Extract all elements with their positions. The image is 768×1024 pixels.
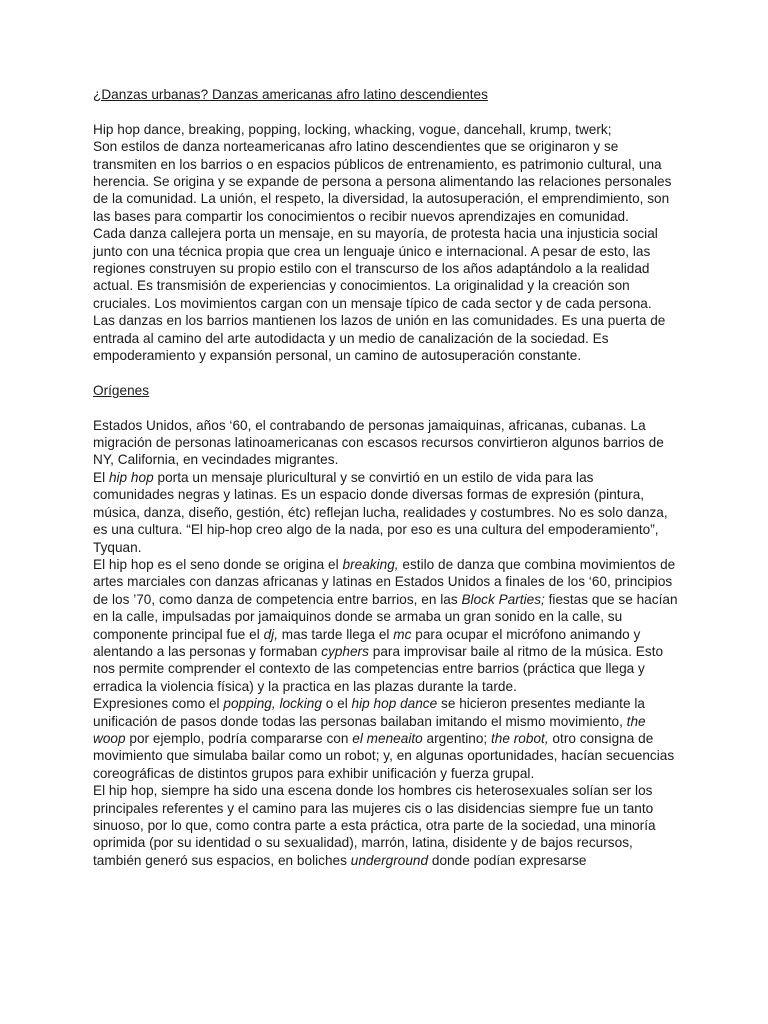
text-run: argentino;: [422, 730, 491, 746]
italic-term: hip hop: [108, 469, 154, 485]
italic-term: hip hop dance: [351, 696, 438, 712]
text-run: para improvisar baile al ritmo de la música. Esto nos permite comprender el contexto de las competencias entre barrios (práctica que llega y erradica la violencia física) y la practica en las plazas durante la tarde.: [93, 643, 664, 694]
italic-term: Block Parties;: [461, 591, 545, 607]
italic-term: the woop: [93, 713, 646, 746]
spacer: [93, 364, 678, 381]
italic-term: the robot,: [491, 730, 549, 746]
origins-paragraph-3: [93, 556, 678, 695]
text-run: El hip hop, siempre ha sido una escena donde los hombres cis heterosexuales solían ser los principales referentes y el camino para las mujeres cis o las disidencias siempre fue un tanto sinuoso, por lo que, como contra parte a esta práctica, otra parte de la sociedad, una minoría oprimida (por su identidad o su sexualidad), marrón, latina, disidente y de bajos recursos, también generó sus espacios, en boliches: [93, 783, 656, 868]
italic-term: popping, locking: [223, 696, 322, 712]
origins-paragraph-2: [93, 469, 678, 556]
italic-term: underground: [350, 852, 429, 868]
origins-paragraph-4: [93, 695, 678, 782]
text-run: otro consigna de movimiento que simulaba bailar como un robot; y, en algunas oportunidades, hacían secuencias coreográficas de distintos grupos para exhibir unificación y fuerza grupal.: [93, 730, 675, 781]
text-run: fiestas que se hacían en la calle, impulsadas por jamaiquinos donde se armaba un gran sonido en la calle, su componente principal fue el: [93, 591, 678, 642]
text-run: estilo de danza que combina movimientos de artes marciales con danzas africanas y latinas en Estados Unidos a finales de los ‘60, principios de los ’70, como danza de competencia entre barrios, en las: [93, 556, 676, 607]
text-run: o el: [321, 696, 352, 712]
intro-paragraph-2: Cada danza callejera porta un mensaje, en su mayoría, de protesta hacia una injusticia social junto con una técnica propia que crea un lenguaje único e internacional. A pesar de esto, las regiones construyen su propio estilo con el transcurso de los años adaptándolo a la realidad actual. Es transmisión de experiencias y conocimientos. La originalidad y la creación son cruciales. Los movimientos cargan con un mensaje típico de cada sector y de cada persona.: [93, 226, 658, 311]
text-run: porta un mensaje pluricultural y se convirtió en un estilo de vida para las comunidades negras y latinas. Es un espacio donde diversas formas de expresión (pintura, música, danza, diseño, gestión, étc) reflejan lucha, realidades y costumbres. No es solo danza, es una cultura. “El hip-hop creo algo de la nada, por eso es una cultura del empoderamiento”, Tyquan.: [93, 469, 668, 555]
section-heading-origins: Orígenes: [93, 382, 150, 398]
italic-term: el meneaito: [352, 730, 423, 746]
text-run: se hicieron presentes mediante la unificación de pasos donde todas las personas bailaban imitando el mismo movimiento,: [93, 696, 645, 729]
text-run: por ejemplo, podría compararse con: [125, 730, 353, 746]
styles-list-line: Hip hop dance, breaking, popping, locking, whacking, vogue, dancehall, krump, twerk;: [93, 121, 612, 137]
document-title: ¿Danzas urbanas? Danzas americanas afro latino descendientes: [93, 87, 488, 102]
text-run: para ocupar el micrófono animando y alentando a las personas y formaban: [93, 626, 641, 659]
italic-term: dj,: [263, 626, 279, 642]
intro-paragraph-1: Son estilos de danza norteamericanas afro latino descendientes que se originaron y se transmiten en los barrios o en espacios públicos de entrenamiento, es patrimonio cultural, una herencia. Se origina y se expande de persona a persona alimentando las relaciones personales de la comunidad. La unión, el respeto, la diversidad, la autosuperación, el emprendimiento, son las bases para compartir los conocimientos o recibir nuevos aprendizajes en comunidad.: [93, 139, 672, 224]
spacer: [93, 103, 678, 120]
intro-paragraph-3: Las danzas en los barrios mantienen los lazos de unión en las comunidades. Es una puerta de entrada al camino del arte autodidacta y un medio de canalización de la sociedad. Es empoderamiento y expansión personal, un camino de autosuperación constante.: [93, 313, 666, 364]
origins-paragraph-5: [93, 782, 678, 869]
italic-term: cyphers: [321, 643, 369, 659]
italic-term: breaking,: [342, 556, 399, 572]
document-page: [93, 86, 678, 869]
text-run: Expresiones como el: [93, 696, 224, 712]
spacer: [93, 399, 678, 416]
italic-term: mc: [393, 626, 412, 642]
origins-paragraph-1: Estados Unidos, años ‘60, el contrabando de personas jamaiquinas, africanas, cubanas. La migración de personas latinoamericanas con escasos recursos convirtieron algunos barrios de NY, California, en vecindades migrantes.: [93, 417, 664, 468]
text-run: mas tarde llega el: [278, 626, 394, 642]
text-run: El: [93, 469, 109, 485]
text-run: El hip hop es el seno donde se origina el: [93, 556, 343, 572]
text-run: donde podían expresarse: [428, 852, 587, 868]
